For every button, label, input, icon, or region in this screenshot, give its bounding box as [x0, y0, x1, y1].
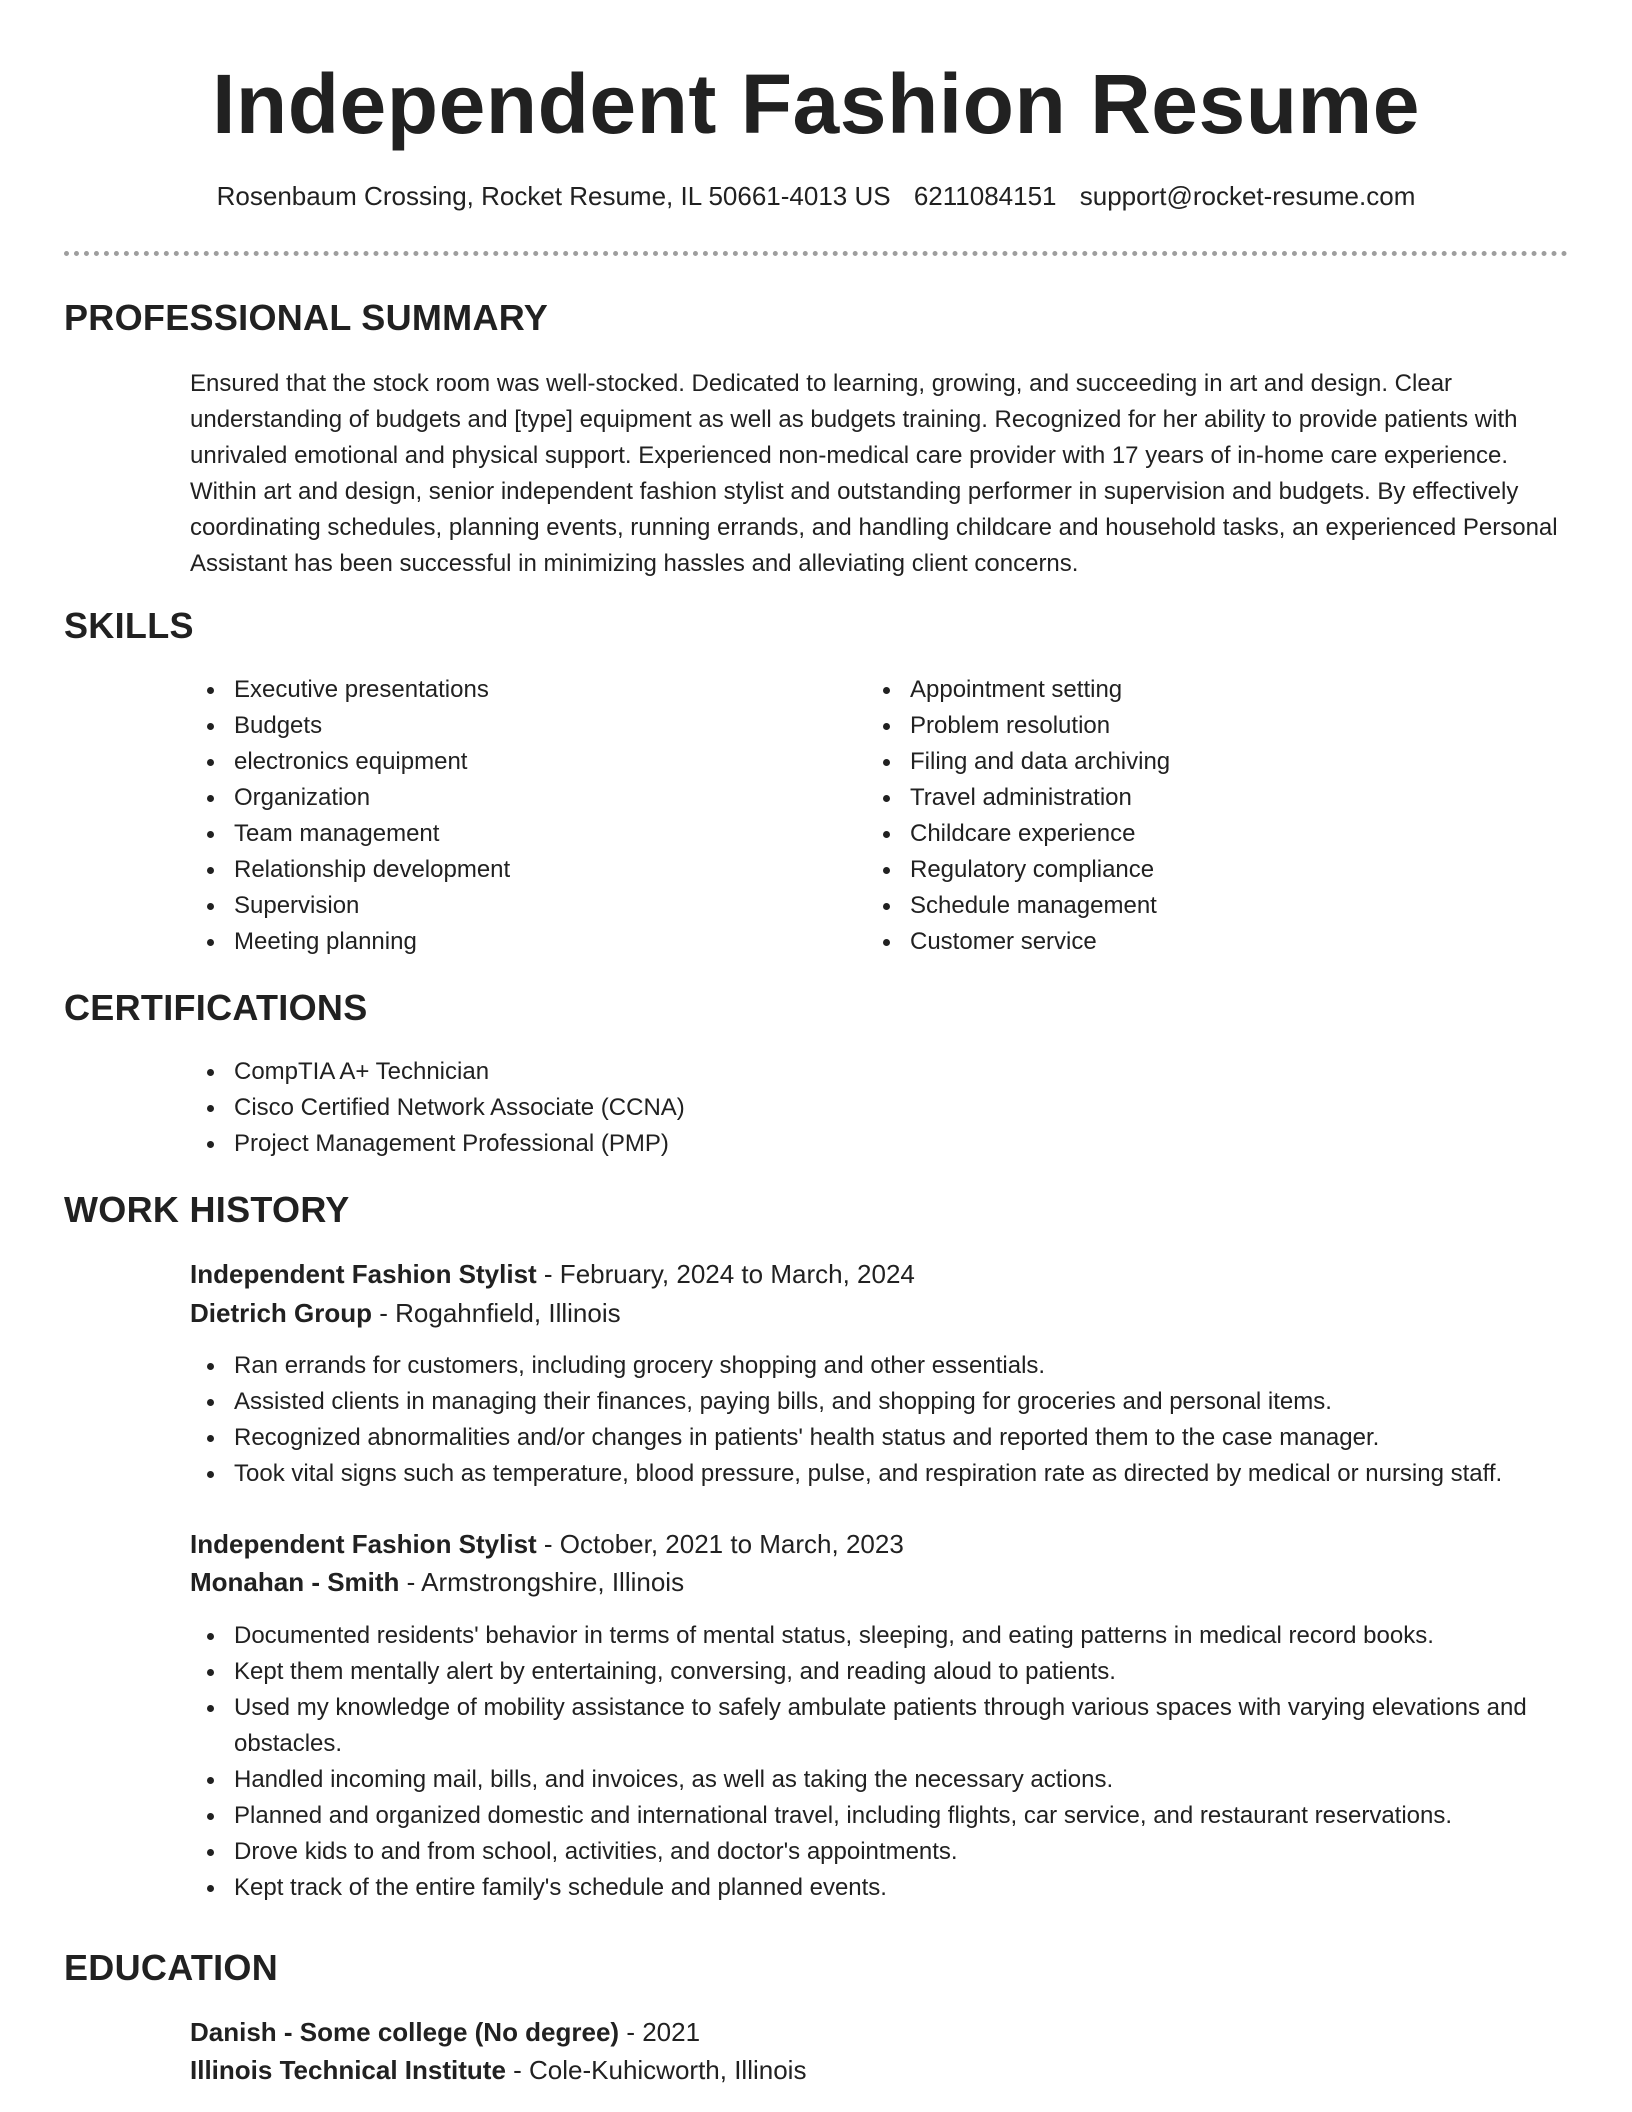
job-company: Dietrich Group	[190, 1298, 373, 1328]
job-bullets	[190, 1618, 1565, 1906]
skill-item: Organization	[190, 780, 850, 816]
header-divider	[64, 251, 1568, 256]
job-bullet: Documented residents' behavior in terms of mental status, sleeping, and eating patterns in medical record books.	[190, 1618, 1565, 1654]
job-company-line	[190, 1564, 684, 1600]
skill-item: Team management	[190, 816, 850, 852]
job-bullet: Kept them mentally alert by entertaining, conversing, and reading aloud to patients.	[190, 1654, 1565, 1690]
job-dates: - February, 2024 to March, 2024	[536, 1259, 915, 1289]
job-title-line	[190, 1256, 915, 1292]
job-dates: - October, 2021 to March, 2023	[536, 1529, 904, 1559]
education-degree: Danish - Some college (No degree)	[190, 2017, 620, 2047]
resume-name: Independent Fashion Resume	[212, 57, 1420, 151]
skill-item: Customer service	[866, 924, 1546, 960]
skill-item: Meeting planning	[190, 924, 850, 960]
job-role: Independent Fashion Stylist	[190, 1529, 537, 1559]
skill-item: Schedule management	[866, 888, 1546, 924]
education-degree-line	[190, 2014, 700, 2050]
summary-text: Ensured that the stock room was well-stocked. Dedicated to learning, growing, and succeeding in art and design. Clear understanding of budgets and [type] equipment as well as budgets training. Recognized for her ability to provide patients with unrivaled emotional and physical support. Experienced non-medical care provider with 17 years of in-home care experience. Within art and design, senior independent fashion stylist and outstanding performer in supervision and budgets. By effectively coordinating schedules, planning events, running errands, and handling childcare and household tasks, an experienced Personal Assistant has been successful in minimizing hassles and alleviating client concerns.	[190, 370, 1558, 577]
job-company: Monahan - Smith	[190, 1567, 400, 1597]
job-bullet: Ran errands for customers, including grocery shopping and other essentials.	[190, 1348, 1590, 1384]
skill-item: Childcare experience	[866, 816, 1546, 852]
job-location: - Rogahnfield, Illinois	[372, 1298, 621, 1328]
contact-phone: 6211084151	[913, 181, 1057, 211]
skill-item: Problem resolution	[866, 708, 1546, 744]
skills-heading: SKILLS	[64, 605, 194, 646]
job-bullet: Used my knowledge of mobility assistance to safely ambulate patients through various spaces with varying elevations and obstacles.	[190, 1690, 1565, 1762]
job-title-line	[190, 1526, 904, 1562]
job-company-line	[190, 1295, 621, 1331]
skill-item: Budgets	[190, 708, 850, 744]
job-role: Independent Fashion Stylist	[190, 1259, 537, 1289]
skill-item: electronics equipment	[190, 744, 850, 780]
certifications-heading: CERTIFICATIONS	[64, 987, 368, 1028]
education-school-line	[190, 2052, 806, 2088]
skill-item: Regulatory compliance	[866, 852, 1546, 888]
contact-address: Rosenbaum Crossing, Rocket Resume, IL 50661-4013 US	[216, 181, 891, 211]
skill-item: Supervision	[190, 888, 850, 924]
skill-item: Relationship development	[190, 852, 850, 888]
job-bullet: Planned and organized domestic and international travel, including flights, car service, and restaurant reservations.	[190, 1798, 1565, 1834]
education-heading: EDUCATION	[64, 1947, 279, 1988]
job-location: - Armstrongshire, Illinois	[399, 1567, 685, 1597]
job-bullet: Kept track of the entire family's schedule and planned events.	[190, 1870, 1565, 1906]
job-bullet: Handled incoming mail, bills, and invoices, as well as taking the necessary actions.	[190, 1762, 1565, 1798]
job-bullets	[190, 1348, 1590, 1492]
certification-item: Cisco Certified Network Associate (CCNA)	[190, 1090, 1565, 1126]
skill-item: Travel administration	[866, 780, 1546, 816]
certifications-list	[190, 1054, 1565, 1162]
job-bullet: Assisted clients in managing their finances, paying bills, and shopping for groceries and personal items.	[190, 1384, 1590, 1420]
education-year: - 2021	[619, 2017, 701, 2047]
contact-line	[0, 180, 1632, 212]
skills-list-right	[866, 672, 1546, 960]
skill-item: Executive presentations	[190, 672, 850, 708]
work-history-heading: WORK HISTORY	[64, 1189, 350, 1230]
job-bullet: Drove kids to and from school, activities, and doctor's appointments.	[190, 1834, 1565, 1870]
contact-email: support@rocket-resume.com	[1079, 181, 1416, 211]
certification-item: CompTIA A+ Technician	[190, 1054, 1565, 1090]
skills-list-left	[190, 672, 850, 960]
summary-heading: PROFESSIONAL SUMMARY	[64, 297, 549, 338]
education-location: - Cole-Kuhicworth, Illinois	[505, 2055, 807, 2085]
certification-item: Project Management Professional (PMP)	[190, 1126, 1565, 1162]
job-bullet: Recognized abnormalities and/or changes in patients' health status and reported them to the case manager.	[190, 1420, 1590, 1456]
skill-item: Filing and data archiving	[866, 744, 1546, 780]
job-bullet: Took vital signs such as temperature, blood pressure, pulse, and respiration rate as directed by medical or nursing staff.	[190, 1456, 1590, 1492]
skill-item: Appointment setting	[866, 672, 1546, 708]
education-school: Illinois Technical Institute	[190, 2055, 506, 2085]
